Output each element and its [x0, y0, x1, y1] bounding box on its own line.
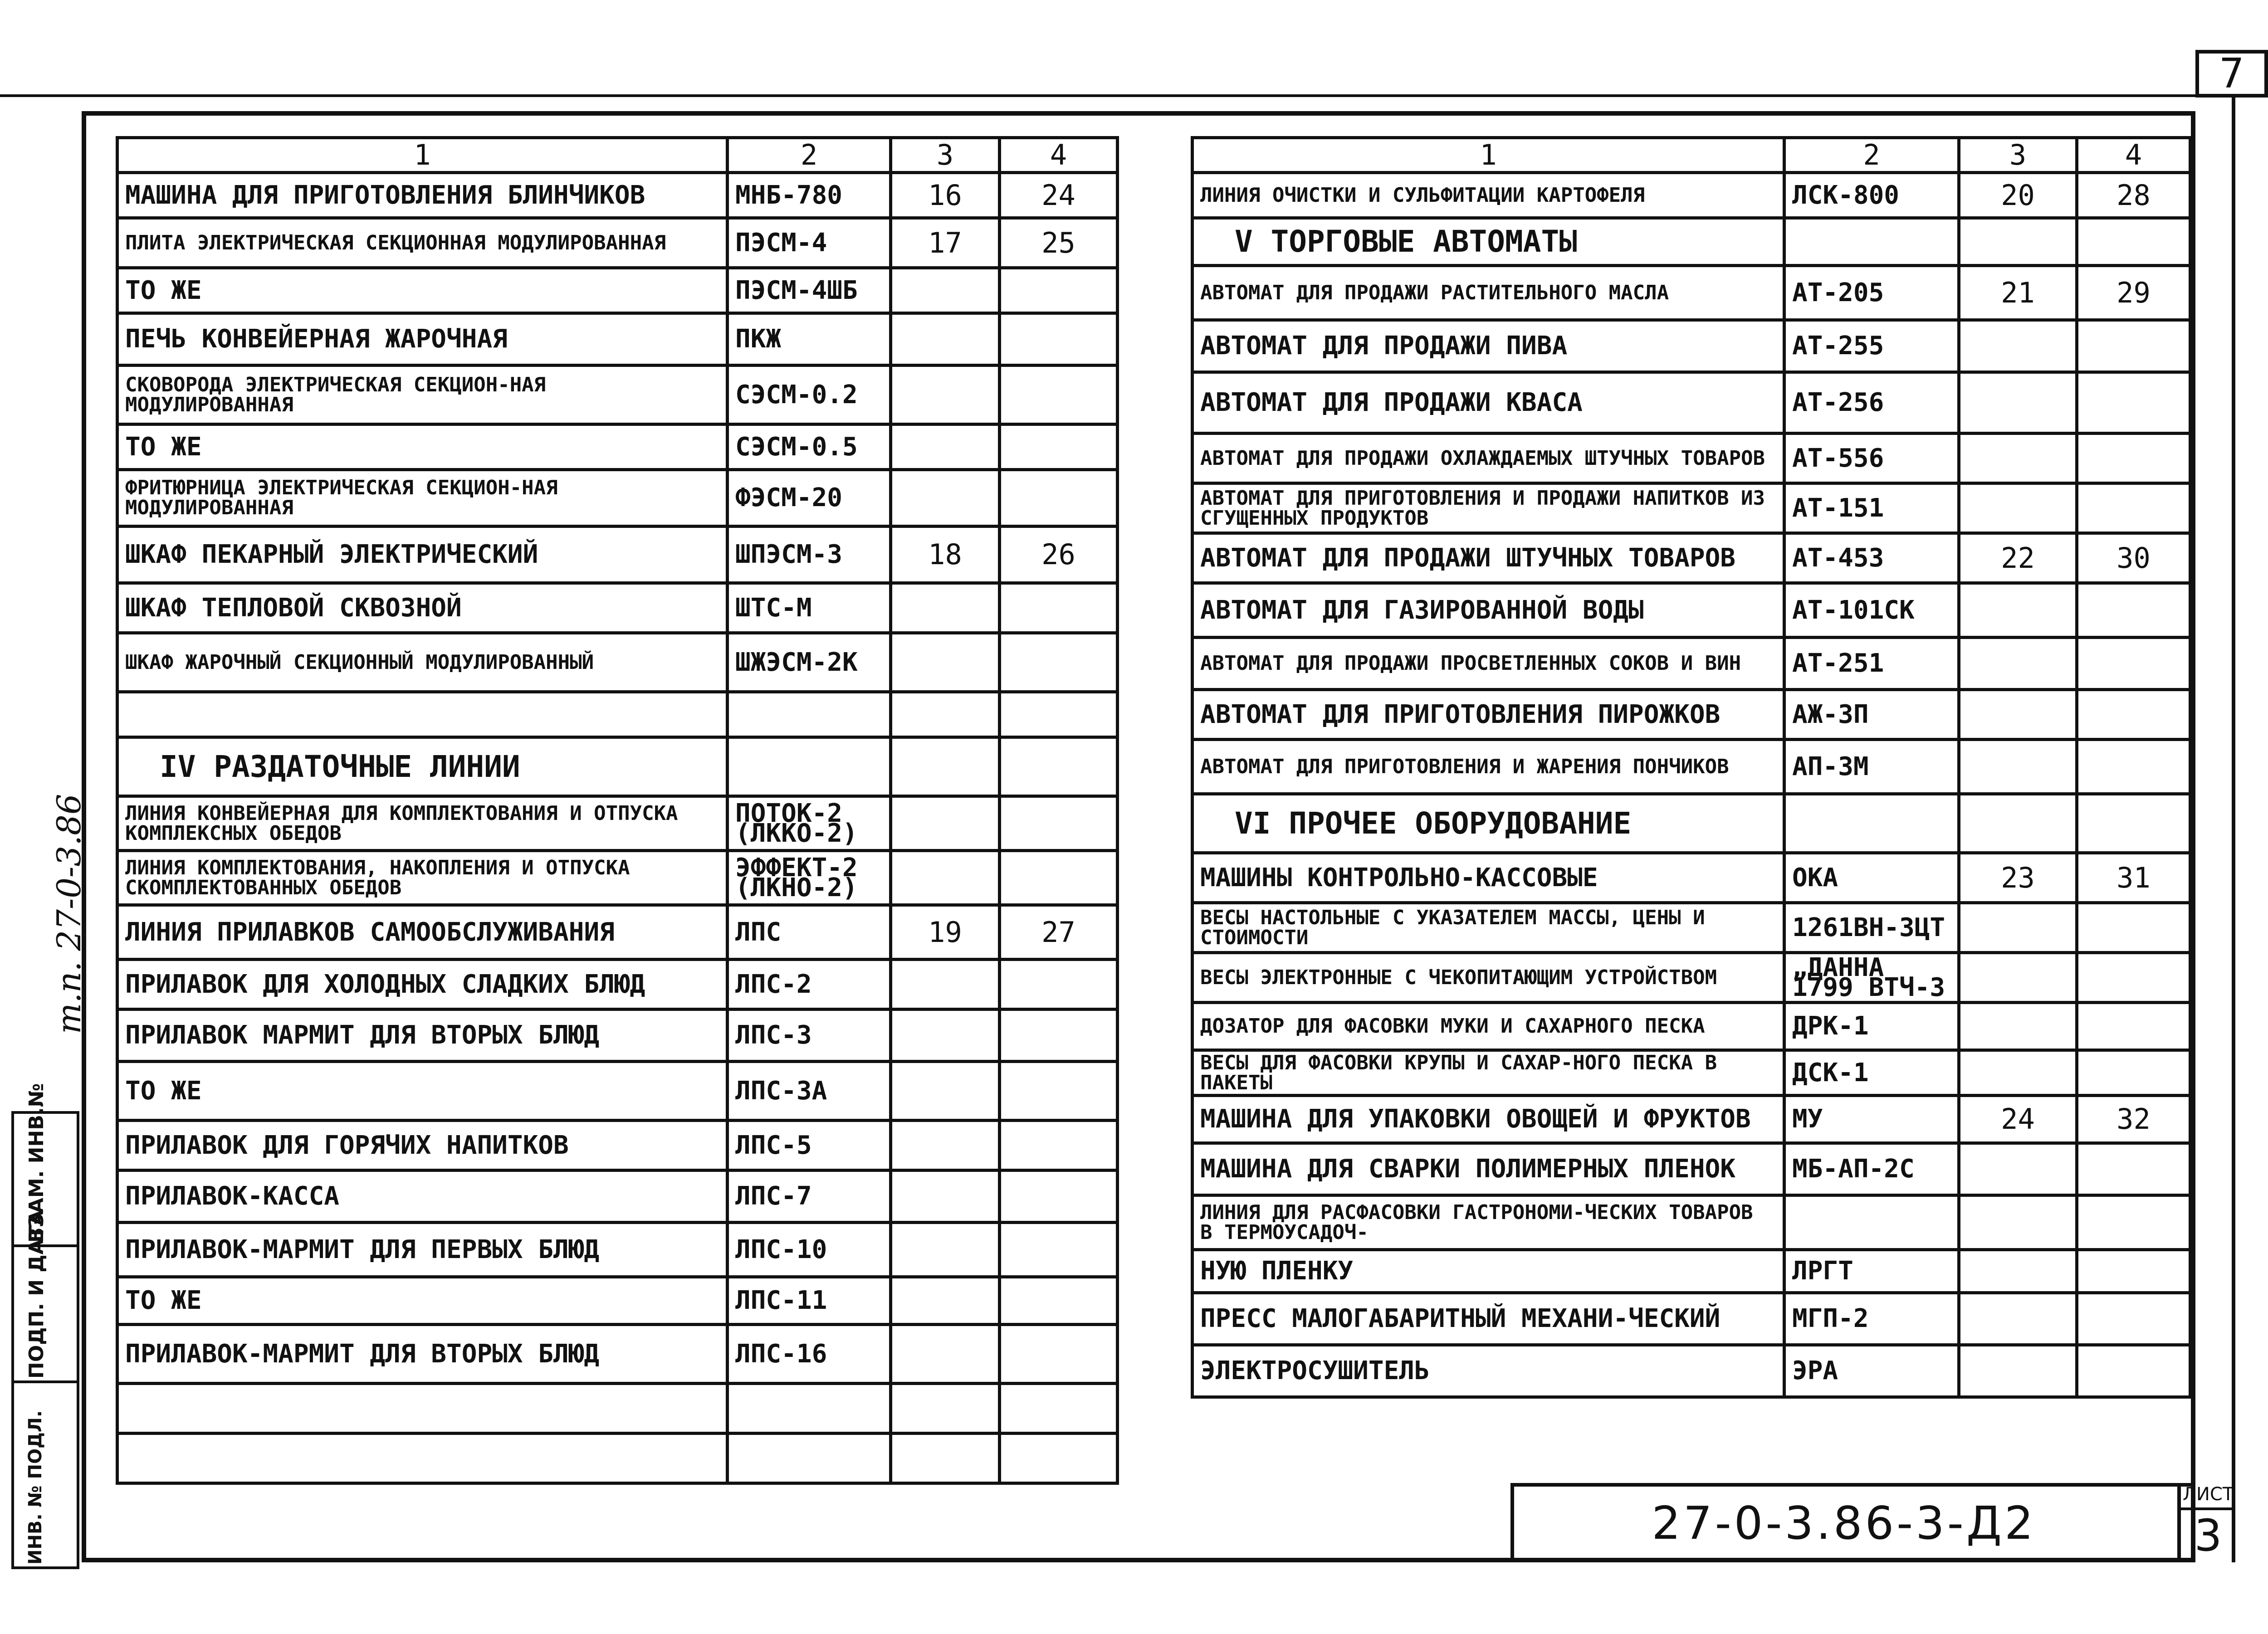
column-4-value [2077, 1143, 2190, 1195]
item-code [1784, 1195, 1959, 1250]
item-name: МАШИНА ДЛЯ СВАРКИ ПОЛИМЕРНЫХ ПЛЕНОК [1193, 1143, 1784, 1195]
table-row [1193, 1195, 2190, 1250]
item-name: АВТОМАТ ДЛЯ ПРОДАЖИ ШТУЧНЫХ ТОВАРОВ [1193, 533, 1784, 583]
column-4-value [2077, 583, 2190, 638]
column-4-value [2077, 903, 2190, 953]
table-row [117, 796, 1118, 851]
column-4-value: 25 [1000, 218, 1118, 268]
column-4-value: 30 [2077, 533, 2190, 583]
item-name: ТО ЖЕ [117, 424, 728, 470]
item-name [117, 1434, 728, 1483]
column-3-value [1959, 638, 2077, 690]
table-row [117, 1223, 1118, 1277]
column-3-value [891, 1434, 1000, 1483]
table-row [117, 1434, 1118, 1483]
table-row [117, 527, 1118, 583]
item-name: МАШИНА ДЛЯ ПРИГОТОВЛЕНИЯ БЛИНЧИКОВ [117, 173, 728, 218]
column-3-value: 24 [1959, 1096, 2077, 1143]
column-3-value [1959, 1195, 2077, 1250]
column-4-value [2077, 1050, 2190, 1096]
item-code: АТ-453 [1784, 533, 1959, 583]
column-4-value [1000, 470, 1118, 527]
column-4-value [1000, 1010, 1118, 1062]
left-equipment-table [116, 136, 1119, 1485]
column-3-value: 21 [1959, 266, 2077, 320]
side-stamp-cell-3: ИНВ. № ПОДЛ. [25, 1410, 46, 1565]
item-code: ЛПС-3А [728, 1062, 891, 1121]
item-name: АВТОМАТ ДЛЯ ПРИГОТОВЛЕНИЯ И ЖАРЕНИЯ ПОНЧИКОВ [1193, 740, 1784, 794]
item-code: ЛПС-3 [728, 1010, 891, 1062]
column-3-value [891, 633, 1000, 692]
column-3-value [1959, 1293, 2077, 1345]
column-3-value [891, 1325, 1000, 1384]
table-row [1193, 1050, 2190, 1096]
column-header: 1 [1193, 138, 1784, 173]
item-name: ФРИТЮРНИЦА ЭЛЕКТРИЧЕСКАЯ СЕКЦИОН-НАЯ МОДУЛИРОВАННАЯ [117, 470, 728, 527]
item-code: АТ-255 [1784, 320, 1959, 372]
column-4-value [1000, 1223, 1118, 1277]
item-code: ЭФФЕКТ-2 (ЛКНО-2) [728, 851, 891, 905]
table-row [117, 905, 1118, 960]
column-4-value [2077, 1003, 2190, 1050]
column-4-value [1000, 424, 1118, 470]
item-code: ДРК-1 [1784, 1003, 1959, 1050]
item-code: ШТС-М [728, 583, 891, 633]
column-3-value [891, 1223, 1000, 1277]
sheet-number: 3 [2194, 1510, 2222, 1561]
item-code: СЭСМ-0.2 [728, 366, 891, 424]
column-4-value [2077, 1250, 2190, 1293]
table-header-row [117, 138, 1118, 173]
column-4-value [1000, 583, 1118, 633]
table-row [117, 268, 1118, 313]
table-row [117, 1010, 1118, 1062]
item-code: МГП-2 [1784, 1293, 1959, 1345]
item-code: АЖ-3П [1784, 690, 1959, 740]
column-3-value [891, 1171, 1000, 1223]
column-4-value [2077, 1293, 2190, 1345]
column-4-value [1000, 737, 1118, 796]
column-3-value [1959, 794, 2077, 853]
column-4-value [1000, 1277, 1118, 1325]
item-code: 1261ВН-3ЦТ [1784, 903, 1959, 953]
column-3-value [1959, 434, 2077, 483]
item-code [1784, 794, 1959, 853]
column-3-value [1959, 372, 2077, 434]
column-4-value: 26 [1000, 527, 1118, 583]
item-name: АВТОМАТ ДЛЯ ПРОДАЖИ РАСТИТЕЛЬНОГО МАСЛА [1193, 266, 1784, 320]
item-code: СЭСМ-0.5 [728, 424, 891, 470]
section-heading-row [1193, 794, 2190, 853]
item-name: ЛИНИЯ КОНВЕЙЕРНАЯ ДЛЯ КОМПЛЕКТОВАНИЯ И ОТПУСКА КОМПЛЕКСНЫХ ОБЕДОВ [117, 796, 728, 851]
item-code: ЛПС-16 [728, 1325, 891, 1384]
column-4-value [1000, 1171, 1118, 1223]
item-code: МУ [1784, 1096, 1959, 1143]
item-code [728, 692, 891, 737]
item-name: V ТОРГОВЫЕ АВТОМАТЫ [1193, 218, 1784, 266]
side-stamp-cell-1: ВЗАМ. ИНВ.№ [25, 1083, 48, 1243]
item-name: ШКАФ ТЕПЛОВОЙ СКВОЗНОЙ [117, 583, 728, 633]
item-code: ДСК-1 [1784, 1050, 1959, 1096]
item-code [728, 1384, 891, 1434]
table-row [117, 633, 1118, 692]
column-4-value [2077, 953, 2190, 1003]
table-row [117, 960, 1118, 1010]
column-4-value [2077, 218, 2190, 266]
column-4-value [2077, 794, 2190, 853]
item-code [728, 1434, 891, 1483]
item-name: ЛИНИЯ КОМПЛЕКТОВАНИЯ, НАКОПЛЕНИЯ И ОТПУСКА СКОМПЛЕКТОВАННЫХ ОБЕДОВ [117, 851, 728, 905]
item-name: ВЕСЫ ДЛЯ ФАСОВКИ КРУПЫ И САХАР-НОГО ПЕСКА В ПАКЕТЫ [1193, 1050, 1784, 1096]
column-4-value [1000, 633, 1118, 692]
column-header: 2 [1784, 138, 1959, 173]
column-3-value [1959, 583, 2077, 638]
table-row [117, 1384, 1118, 1434]
item-code: ШЖЭСМ-2К [728, 633, 891, 692]
column-4-value: 28 [2077, 173, 2190, 218]
table-row [1193, 173, 2190, 218]
table-row [1193, 372, 2190, 434]
item-code: ЛПС-5 [728, 1121, 891, 1171]
column-3-value: 19 [891, 905, 1000, 960]
item-name: ПРИЛАВОК-МАРМИТ ДЛЯ ПЕРВЫХ БЛЮД [117, 1223, 728, 1277]
column-header: 2 [728, 138, 891, 173]
column-header: 3 [1959, 138, 2077, 173]
item-name [117, 692, 728, 737]
table-row [117, 173, 1118, 218]
item-code: ЛПС-11 [728, 1277, 891, 1325]
section-heading-row [1193, 218, 2190, 266]
column-4-value [2077, 740, 2190, 794]
item-code: АТ-151 [1784, 483, 1959, 533]
item-code: ЛПС-2 [728, 960, 891, 1010]
item-code: ПЭСМ-4 [728, 218, 891, 268]
column-3-value [891, 1062, 1000, 1121]
item-name: АВТОМАТ ДЛЯ ПРОДАЖИ ОХЛАЖДАЕМЫХ ШТУЧНЫХ ТОВАРОВ [1193, 434, 1784, 483]
column-4-value [1000, 851, 1118, 905]
item-code: АТ-251 [1784, 638, 1959, 690]
column-3-value: 18 [891, 527, 1000, 583]
table-row [1193, 483, 2190, 533]
column-4-value [1000, 366, 1118, 424]
item-name: ПЕЧЬ КОНВЕЙЕРНАЯ ЖАРОЧНАЯ [117, 313, 728, 366]
table-row [1193, 320, 2190, 372]
table-row [117, 851, 1118, 905]
item-code: ЭРА [1784, 1345, 1959, 1397]
column-4-value: 27 [1000, 905, 1118, 960]
column-3-value [891, 737, 1000, 796]
column-4-value: 31 [2077, 853, 2190, 903]
document-number: 27-0-3.86-3-Д2 [1652, 1497, 2036, 1550]
column-3-value [1959, 1250, 2077, 1293]
table-row [1193, 690, 2190, 740]
item-code: АТ-101СК [1784, 583, 1959, 638]
column-3-value [891, 470, 1000, 527]
item-code: ОКА [1784, 853, 1959, 903]
column-3-value [891, 1384, 1000, 1434]
column-3-value [891, 1010, 1000, 1062]
table-row [117, 1062, 1118, 1121]
item-code: МНБ-780 [728, 173, 891, 218]
item-code: АТ-556 [1784, 434, 1959, 483]
column-3-value [1959, 903, 2077, 953]
item-code: ПКЖ [728, 313, 891, 366]
column-4-value [2077, 1195, 2190, 1250]
section-heading-row [117, 737, 1118, 796]
item-code: АТ-205 [1784, 266, 1959, 320]
frame-right-edge [2232, 98, 2235, 1562]
item-name: ТО ЖЕ [117, 268, 728, 313]
item-code: ЛСК-800 [1784, 173, 1959, 218]
column-3-value [1959, 1143, 2077, 1195]
column-3-value [891, 1121, 1000, 1171]
item-name: АВТОМАТ ДЛЯ ПРОДАЖИ ПИВА [1193, 320, 1784, 372]
table-row [1193, 853, 2190, 903]
item-name: IV РАЗДАТОЧНЫЕ ЛИНИИ [117, 737, 728, 796]
column-3-value: 20 [1959, 173, 2077, 218]
table-row [117, 424, 1118, 470]
table-row [1193, 953, 2190, 1003]
table-row [1193, 434, 2190, 483]
item-code: ФЭСМ-20 [728, 470, 891, 527]
column-header: 1 [117, 138, 728, 173]
column-3-value [891, 960, 1000, 1010]
item-name: ДОЗАТОР ДЛЯ ФАСОВКИ МУКИ И САХАРНОГО ПЕСКА [1193, 1003, 1784, 1050]
column-4-value [1000, 1121, 1118, 1171]
item-name: ВЕСЫ ЭЛЕКТРОННЫЕ С ЧЕКОПИТАЮЩИМ УСТРОЙСТВОМ [1193, 953, 1784, 1003]
table-row [117, 366, 1118, 424]
column-4-value [1000, 960, 1118, 1010]
table-row [117, 692, 1118, 737]
page-number: 7 [2219, 50, 2244, 98]
column-3-value [891, 268, 1000, 313]
column-4-value [1000, 1384, 1118, 1434]
table-row [1193, 266, 2190, 320]
column-header: 4 [2077, 138, 2190, 173]
item-code: „ДАННА 1799 ВТЧ-3 [1784, 953, 1959, 1003]
table-row [1193, 583, 2190, 638]
item-code: МБ-АП-2С [1784, 1143, 1959, 1195]
column-4-value: 24 [1000, 173, 1118, 218]
item-name: ШКАФ ПЕКАРНЫЙ ЭЛЕКТРИЧЕСКИЙ [117, 527, 728, 583]
table-row [1193, 1250, 2190, 1293]
item-name: ТО ЖЕ [117, 1062, 728, 1121]
column-3-value [1959, 1345, 2077, 1397]
item-name: ПРИЛАВОК-МАРМИТ ДЛЯ ВТОРЫХ БЛЮД [117, 1325, 728, 1384]
item-code [1784, 218, 1959, 266]
column-3-value [1959, 218, 2077, 266]
column-3-value: 22 [1959, 533, 2077, 583]
item-name: ЭЛЕКТРОСУШИТЕЛЬ [1193, 1345, 1784, 1397]
item-name: ПРИЛАВОК МАРМИТ ДЛЯ ВТОРЫХ БЛЮД [117, 1010, 728, 1062]
table-row [1193, 1003, 2190, 1050]
column-4-value: 32 [2077, 1096, 2190, 1143]
item-name: ПРЕСС МАЛОГАБАРИТНЫЙ МЕХАНИ-ЧЕСКИЙ [1193, 1293, 1784, 1345]
table-row [1193, 1293, 2190, 1345]
column-4-value [1000, 313, 1118, 366]
table-row [1193, 1143, 2190, 1195]
item-name: ПЛИТА ЭЛЕКТРИЧЕСКАЯ СЕКЦИОННАЯ МОДУЛИРОВАННАЯ [117, 218, 728, 268]
column-3-value [891, 851, 1000, 905]
table-row [117, 470, 1118, 527]
column-3-value [1959, 740, 2077, 794]
item-name: АВТОМАТ ДЛЯ ПРИГОТОВЛЕНИЯ ПИРОЖКОВ [1193, 690, 1784, 740]
table-row [1193, 1345, 2190, 1397]
table-row [1193, 903, 2190, 953]
handwritten-side-note: т.п. 27-0-3.86 [50, 794, 88, 1034]
item-name: АВТОМАТ ДЛЯ ПРОДАЖИ КВАСА [1193, 372, 1784, 434]
item-name: ПРИЛАВОК ДЛЯ ХОЛОДНЫХ СЛАДКИХ БЛЮД [117, 960, 728, 1010]
item-name: ЛИНИЯ ОЧИСТКИ И СУЛЬФИТАЦИИ КАРТОФЕЛЯ [1193, 173, 1784, 218]
table-row [117, 313, 1118, 366]
table-row [117, 218, 1118, 268]
column-3-value [891, 313, 1000, 366]
column-4-value [1000, 1434, 1118, 1483]
item-code: ЛПС-10 [728, 1223, 891, 1277]
column-3-value [1959, 953, 2077, 1003]
item-code: ПОТОК-2 (ЛККО-2) [728, 796, 891, 851]
column-4-value [2077, 434, 2190, 483]
item-name: СКОВОРОДА ЭЛЕКТРИЧЕСКАЯ СЕКЦИОН-НАЯ МОДУЛИРОВАННАЯ [117, 366, 728, 424]
item-name: НУЮ ПЛЕНКУ [1193, 1250, 1784, 1293]
column-3-value [891, 1277, 1000, 1325]
item-name: ВЕСЫ НАСТОЛЬНЫЕ С УКАЗАТЕЛЕМ МАССЫ, ЦЕНЫ И СТОИМОСТИ [1193, 903, 1784, 953]
table-header-row [1193, 138, 2190, 173]
item-name: АВТОМАТ ДЛЯ ПРИГОТОВЛЕНИЯ И ПРОДАЖИ НАПИТКОВ ИЗ СГУЩЕННЫХ ПРОДУКТОВ [1193, 483, 1784, 533]
item-code [728, 737, 891, 796]
column-4-value [1000, 796, 1118, 851]
item-name: ТО ЖЕ [117, 1277, 728, 1325]
table-row [117, 1171, 1118, 1223]
column-3-value: 23 [1959, 853, 2077, 903]
item-code: ЛРГТ [1784, 1250, 1959, 1293]
item-code: ШПЭСМ-3 [728, 527, 891, 583]
column-3-value [1959, 1050, 2077, 1096]
item-name: МАШИНА ДЛЯ УПАКОВКИ ОВОЩЕЙ И ФРУКТОВ [1193, 1096, 1784, 1143]
item-name: АВТОМАТ ДЛЯ ПРОДАЖИ ПРОСВЕТЛЕННЫХ СОКОВ И ВИН [1193, 638, 1784, 690]
table-row [117, 1277, 1118, 1325]
item-name: ПРИЛАВОК-КАССА [117, 1171, 728, 1223]
column-3-value [891, 796, 1000, 851]
column-4-value [1000, 1325, 1118, 1384]
column-4-value [2077, 372, 2190, 434]
item-code: ПЭСМ-4ШБ [728, 268, 891, 313]
column-3-value [1959, 1003, 2077, 1050]
item-name: АВТОМАТ ДЛЯ ГАЗИРОВАННОЙ ВОДЫ [1193, 583, 1784, 638]
table-row [1193, 533, 2190, 583]
page-number-box [2195, 50, 2268, 98]
column-4-value [1000, 692, 1118, 737]
right-equipment-table [1191, 136, 2192, 1399]
item-name: VI ПРОЧЕЕ ОБОРУДОВАНИЕ [1193, 794, 1784, 853]
table-row [117, 1325, 1118, 1384]
side-stamp-cell-2: ПОДП. И ДАТА [25, 1210, 48, 1379]
table-row [117, 1121, 1118, 1171]
column-header: 3 [891, 138, 1000, 173]
item-code: АП-3М [1784, 740, 1959, 794]
column-header: 4 [1000, 138, 1118, 173]
column-4-value [2077, 690, 2190, 740]
column-3-value [1959, 690, 2077, 740]
item-code: ЛПС [728, 905, 891, 960]
item-name: ЛИНИЯ ПРИЛАВКОВ САМООБСЛУЖИВАНИЯ [117, 905, 728, 960]
table-row [117, 583, 1118, 633]
item-name: МАШИНЫ КОНТРОЛЬНО-КАССОВЫЕ [1193, 853, 1784, 903]
column-4-value [2077, 320, 2190, 372]
column-4-value [2077, 1345, 2190, 1397]
item-code: АТ-256 [1784, 372, 1959, 434]
item-code: ЛПС-7 [728, 1171, 891, 1223]
column-4-value: 29 [2077, 266, 2190, 320]
column-4-value [2077, 638, 2190, 690]
item-name: ШКАФ ЖАРОЧНЫЙ СЕКЦИОННЫЙ МОДУЛИРОВАННЫЙ [117, 633, 728, 692]
column-3-value: 17 [891, 218, 1000, 268]
column-3-value [891, 366, 1000, 424]
column-3-value: 16 [891, 173, 1000, 218]
column-4-value [2077, 483, 2190, 533]
sheet-label: ЛИСТ [2181, 1484, 2235, 1510]
column-4-value [1000, 1062, 1118, 1121]
column-3-value [891, 424, 1000, 470]
table-row [1193, 638, 2190, 690]
top-border-line [0, 94, 2198, 97]
item-name: ПРИЛАВОК ДЛЯ ГОРЯЧИХ НАПИТКОВ [117, 1121, 728, 1171]
item-name [117, 1384, 728, 1434]
column-3-value [1959, 320, 2077, 372]
column-3-value [891, 583, 1000, 633]
column-3-value [1959, 483, 2077, 533]
item-name: ЛИНИЯ ДЛЯ РАСФАСОВКИ ГАСТРОНОМИ-ЧЕСКИХ ТОВАРОВ В ТЕРМОУСАДОЧ- [1193, 1195, 1784, 1250]
table-row [1193, 740, 2190, 794]
column-3-value [891, 692, 1000, 737]
table-row [1193, 1096, 2190, 1143]
column-4-value [1000, 268, 1118, 313]
